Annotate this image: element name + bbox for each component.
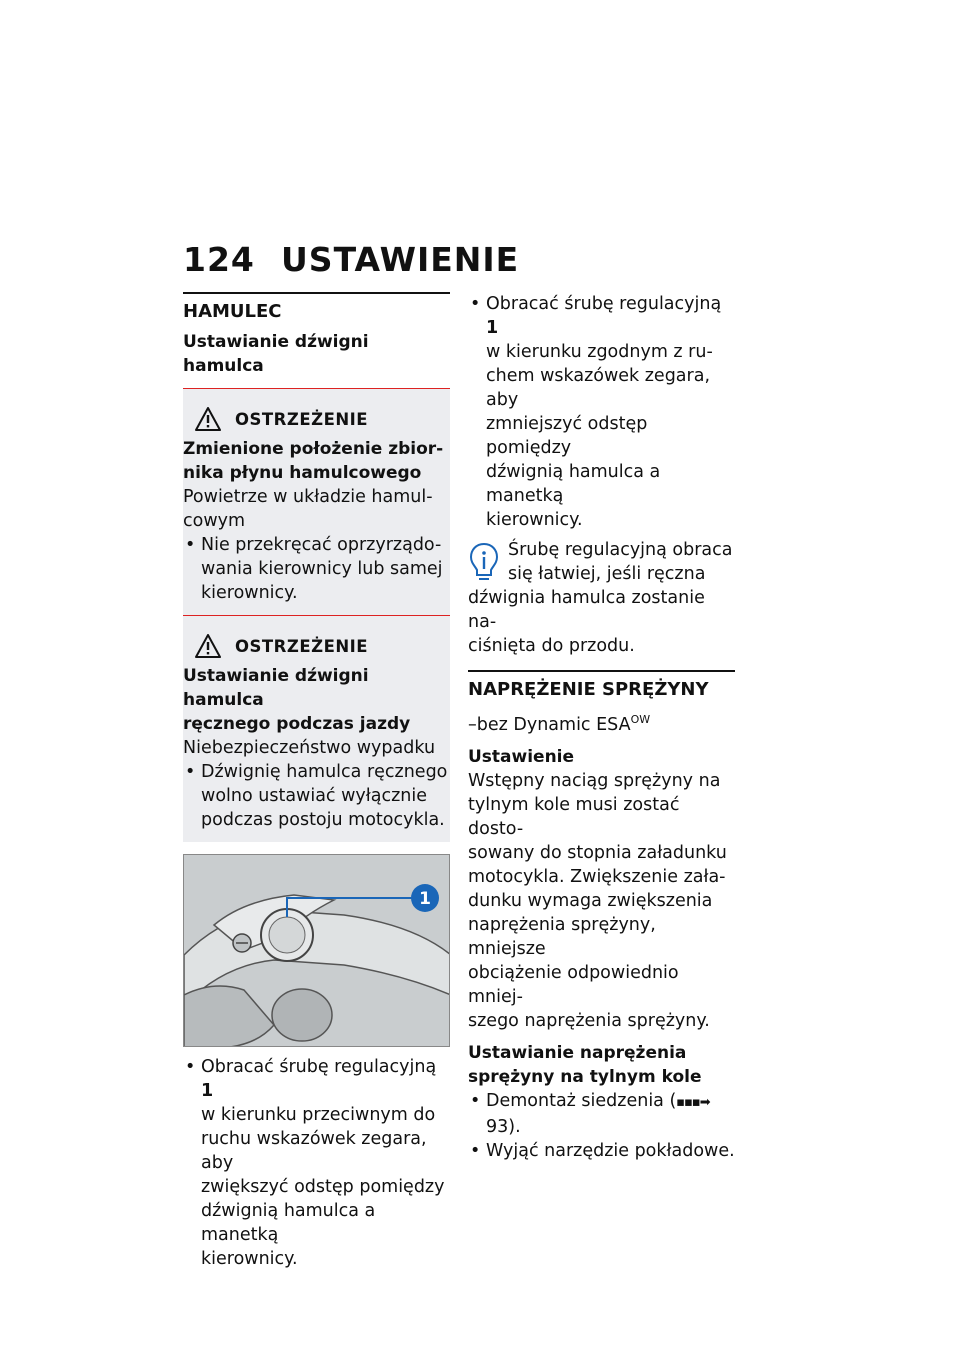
para-line: Wstępny naciąg sprężyny na [468,770,721,791]
warning-box-2 [183,616,450,842]
warning-triangle-icon [195,634,221,658]
step-line: kierownicy. [201,1249,298,1269]
list-item [183,533,450,605]
brake-lever-illustration [184,855,450,1047]
info-icon [468,542,500,582]
para-line: tylnym kole musi zostać dosto- [468,794,680,839]
info-note [468,538,735,658]
callout-ref: 1 [486,318,499,338]
list-item [183,760,450,832]
warning-bullet-line: podczas postoju motocykla. [201,810,445,830]
list-item [183,1055,450,1271]
step-line: dźwignią hamulca a manetką [486,462,661,506]
warning-triangle-icon [195,407,221,431]
warning-bullet-line: Nie przekręcać oprzyrządo- [201,535,442,555]
list-item [468,1139,735,1163]
step-line: w kierunku przeciwnym do [201,1105,436,1125]
subheading-rear-spring: sprężyny na tylnym kole [468,1066,702,1087]
section-title: USTAWIENIE [281,240,520,279]
step-line: kierownicy. [486,510,583,530]
warning-bullet-list [183,533,450,605]
chapter-heading-brake: HAMULEC [183,301,282,322]
warning-bullet-list [183,760,450,832]
step-line: zmniejszyć odstęp pomiędzy [486,414,648,458]
para-line: szego naprężenia sprężyny. [468,1010,710,1031]
step-line: Obracać śrubę regulacyjną [486,294,722,314]
figure-callout-1: 1 [419,889,431,909]
para-line: dunku wymaga zwiększenia [468,890,713,911]
step-list-left [183,1055,450,1271]
info-line: się łatwiej, jeśli ręczna [508,564,706,584]
subheading-setting: Ustawienie [468,746,575,767]
variant-note [468,708,735,737]
info-row [468,538,735,586]
warning-bullet-line: wolno ustawiać wyłącznie [201,786,428,806]
warning-bullet-line: kierownicy. [201,583,298,603]
step-list-right [468,292,735,532]
warning-header [183,407,450,431]
warning-title-line: ręcznego podczas jazdy [183,714,411,734]
variant-superscript: OW [630,713,651,726]
warning-text-line: Powietrze w układzie hamul- [183,487,433,507]
warning-title-line: Ustawianie dźwigni hamulca [183,666,369,710]
warning-label: OSTRZEŻENIE [235,409,369,429]
warning-label: OSTRZEŻENIE [235,636,369,656]
warning-header [183,634,450,658]
step-line: zwiększyć odstęp pomiędzy [201,1177,445,1197]
chapter-heading-spring: NAPRĘŻENIE SPRĘŻYNY [468,679,709,700]
info-line: dźwignia hamulca zostanie na- [468,588,705,632]
action-text: Wyjąć narzędzie pokładowe. [486,1140,735,1161]
list-item [468,292,735,532]
callout-ref: 1 [201,1081,214,1101]
right-column [468,292,735,1163]
warning-bullet-line: Dźwignię hamulca ręcznego [201,762,448,782]
info-line: Śrubę regulacyjną obraca [508,540,733,560]
warning-text-line: Niebezpieczeństwo wypadku [183,738,436,758]
step-line: w kierunku zgodnym z ru- [486,342,713,362]
brake-lever-figure [183,854,450,1047]
warning-box-1 [183,389,450,615]
para-line: obciążenie odpowiednio mniej- [468,962,679,1007]
info-line: ciśnięta do przodu. [468,636,635,656]
action-list [468,1089,735,1163]
warning-text-line: cowym [183,511,246,531]
warning-bullet-line: wania kierownicy lub samej [201,559,443,579]
page-ref[interactable]: 93). [486,1116,521,1137]
para-line: motocykla. Zwiększenie zała- [468,866,726,887]
list-item [468,1089,735,1139]
step-line: Obracać śrubę regulacyjną [201,1057,437,1077]
info-first-lines [508,538,733,586]
warning-title-line: Zmienione położenie zbior- [183,439,444,459]
step-line: ruchu wskazówek zegara, aby [201,1129,427,1173]
chapter-rule [468,670,735,672]
para-line: sowany do stopnia załadunku [468,842,727,863]
subheading-rear-spring: Ustawianie naprężenia [468,1042,687,1063]
page-ref-arrow-icon: ▪▪▪➡ [676,1094,710,1110]
page-number: 124 [183,240,255,279]
step-line: dźwignią hamulca a manetką [201,1201,376,1245]
variant-text: –bez Dynamic ESA [468,714,631,735]
chapter-rule [183,292,450,294]
para-line: naprężenia sprężyny, mniejsze [468,914,656,959]
action-text: Demontaż siedzenia ( [486,1090,677,1111]
page-header [183,240,743,280]
step-line: chem wskazówek zegara, aby [486,366,711,410]
left-column [183,292,450,1271]
warning-title-line: nika płynu hamulcowego [183,463,422,483]
subheading-brake-lever: Ustawianie dźwigni hamulca [183,332,369,376]
